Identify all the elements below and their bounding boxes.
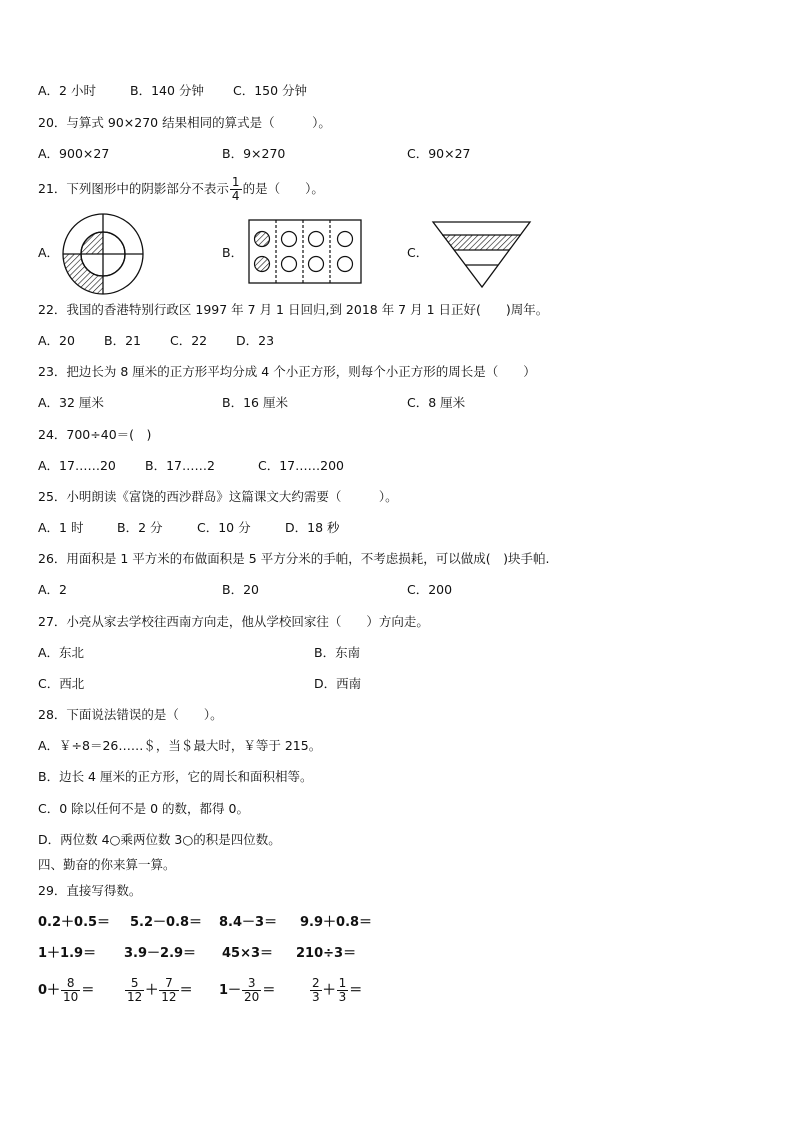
q23-stem: 23．把边长为 8 厘米的正方形平均分成 4 个小正方形，则每个小正方形的周长是（ ） [38,364,536,379]
q24-stem: 24．700÷40＝( ) [38,427,152,442]
q23-option-b: B．16 厘米 [222,395,288,410]
frac-den: 12 [127,990,143,1004]
calc-r3-1-pre: 0＋ [38,983,61,998]
q21-stem-before: 21．下列图形中的阴影部分不表示 [38,181,229,196]
q26-option-a: A．2 [38,582,68,597]
calc-r1-2: 5.2－0.8＝ [130,915,203,930]
calc-r3-3 [219,976,275,1006]
calc-r3-3-frac [242,977,261,1004]
q27-option-c: C．西北 [38,676,85,691]
frac-num: 1 [338,976,347,990]
q24-option-a: A．17……20 [38,458,116,473]
calc-r3-2-post: ＝ [179,983,193,998]
frac-num: 5 [125,977,144,991]
q28-option-c: C．0 除以任何不是 0 的数，都得 0。 [38,801,249,816]
q25-option-b: B．2 分 [117,520,163,535]
q25-option-c: C．10 分 [197,520,251,535]
q19-option-c: C．150 分钟 [233,83,308,98]
q28-option-b: B．边长 4 厘米的正方形，它的周长和面积相等。 [38,769,313,784]
q28-option-a: A．￥÷8＝26……＄，当＄最大时，￥等于 215。 [38,738,322,753]
q28-option-d: D．两位数 4○乘两位数 3○的积是四位数。 [38,832,281,847]
q23-option-a: A．32 厘米 [38,395,104,410]
calc-r3-1 [38,976,94,1006]
q22-option-d: D．23 [236,333,275,348]
frac-den: 12 [161,990,177,1004]
calc-r3-4-post: ＝ [349,983,363,998]
frac-num: 8 [61,977,80,991]
calc-r3-1-post: ＝ [81,983,95,998]
calc-r3-2 [124,976,193,1006]
q21-figure-a-circles [63,214,143,294]
calc-r2-3: 45×3＝ [222,946,274,961]
calc-r1-4: 9.9＋0.8＝ [300,915,373,930]
frac-den: 3 [312,990,320,1004]
q21-option-a: A． [38,245,60,260]
q21-fraction-den: 4 [231,189,240,203]
q28-stem: 28．下面说法错误的是（ ）。 [38,707,223,722]
calc-r2-2: 3.9－2.9＝ [124,946,197,961]
calc-r1-1: 0.2＋0.5＝ [38,915,111,930]
q26-option-b: B．20 [222,582,259,597]
frac-den: 10 [63,990,79,1004]
q27-option-d: D．西南 [314,676,362,691]
calc-r3-2-frac2 [159,977,178,1004]
q27-option-a: A．东北 [38,645,85,660]
frac-num: 3 [242,977,261,991]
q21-option-b: B． [222,245,244,260]
frac-den: 3 [338,990,347,1004]
q22-option-b: B．21 [104,333,141,348]
calc-r1-3: 8.4－3＝ [219,915,278,930]
calc-r3-4 [309,976,362,1006]
q26-stem: 26．用面积是 1 平方米的布做面积是 5 平方分米的手帕，不考虑损耗，可以做成( )块手帕. [38,551,550,566]
q21-fraction-num: 1 [231,175,240,189]
calc-r3-2-op: ＋ [145,983,159,998]
q20-stem: 20．与算式 90×270 结果相同的算式是（ ）。 [38,115,331,130]
q21-stem-after: 的是（ ）。 [242,181,324,196]
q27-option-b: B．东南 [314,645,361,660]
q23-option-c: C．8 厘米 [407,395,466,410]
q25-stem: 25．小明朗读《富饶的西沙群岛》这篇课文大约需要（ ）。 [38,489,398,504]
calc-r2-1: 1＋1.9＝ [38,946,97,961]
q29-stem: 29．直接写得数。 [38,883,142,898]
calc-r3-4-frac1 [310,977,322,1004]
q24-option-c: C．17……200 [258,458,344,473]
calc-r3-4-frac2 [337,977,349,1004]
q26-option-c: C．200 [407,582,453,597]
q24-option-b: B．17……2 [145,458,215,473]
q22-option-c: C．22 [170,333,208,348]
q21-figure-c-triangle [433,222,530,287]
calc-r3-3-post: ＝ [262,983,276,998]
q27-stem: 27．小亮从家去学校往西南方向走，他从学校回家往（ ）方向走。 [38,614,429,629]
section4-title: 四、勤奋的你来算一算。 [38,857,176,872]
calc-r2-4: 210÷3＝ [296,946,357,961]
q21-figure-b-rectangle [249,220,361,283]
q25-option-a: A．1 时 [38,520,84,535]
calc-r3-1-frac [61,977,80,1004]
q20-option-b: B．9×270 [222,146,286,161]
q20-option-c: C．90×27 [407,146,471,161]
q22-stem: 22．我国的香港特别行政区 1997 年 7 月 1 日回归,到 2018 年 7 月 1 日正好( )周年。 [38,302,549,317]
q20-option-a: A．900×27 [38,146,110,161]
calc-r3-3-pre: 1－ [219,983,242,998]
q19-option-a: A．2 小时 [38,83,96,98]
frac-den: 20 [244,990,260,1004]
calc-r3-4-op: ＋ [322,983,336,998]
calc-r3-2-frac1 [125,977,144,1004]
frac-num: 2 [312,976,320,990]
frac-num: 7 [159,977,178,991]
q25-option-d: D．18 秒 [285,520,340,535]
q21-option-c: C． [407,245,429,260]
q19-option-b: B．140 分钟 [130,83,204,98]
q22-option-a: A．20 [38,333,75,348]
